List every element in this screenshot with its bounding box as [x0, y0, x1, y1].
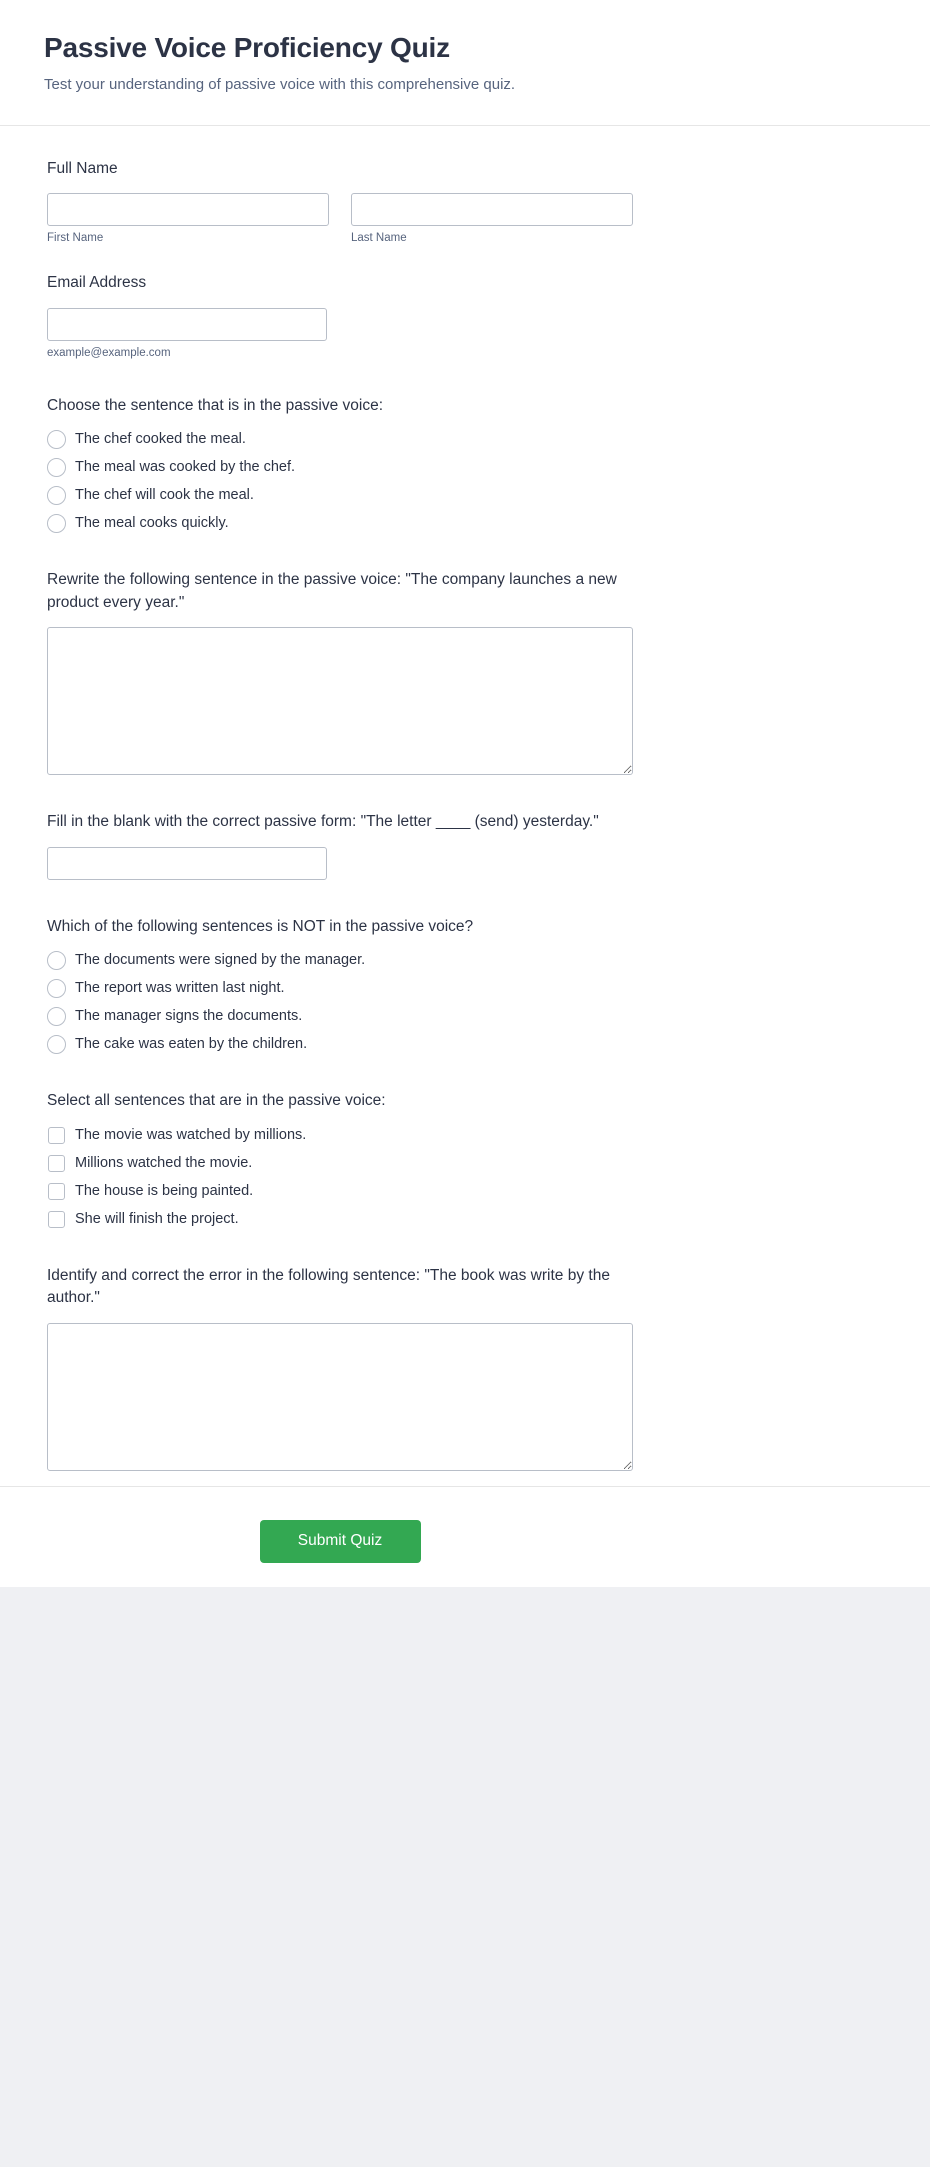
radio-button-icon[interactable]	[47, 514, 66, 533]
radio-option-label[interactable]: The chef cooked the meal.	[75, 431, 246, 448]
radio-option-label[interactable]: The meal cooks quickly.	[75, 515, 229, 532]
full-name-label: Full Name	[47, 160, 118, 177]
radio-option[interactable]	[47, 1007, 633, 1026]
name-inputs-row	[47, 193, 633, 244]
question-6-answer-textarea[interactable]	[47, 1323, 633, 1471]
radio-option[interactable]	[47, 430, 633, 449]
question-4-options	[47, 951, 633, 1054]
question-5-checkbox	[47, 1090, 633, 1228]
radio-option-label[interactable]: The manager signs the documents.	[75, 1008, 303, 1025]
radio-option[interactable]	[47, 979, 633, 998]
form-body	[0, 158, 930, 1471]
question-1-radio	[47, 395, 633, 533]
checkbox-icon[interactable]	[48, 1183, 65, 1200]
radio-option-label[interactable]: The chef will cook the meal.	[75, 487, 254, 504]
question-6-textarea	[47, 1265, 633, 1471]
question-6-label: Identify and correct the error in the following sentence: "The book was write by the author."	[47, 1266, 610, 1307]
first-name-column	[47, 193, 329, 244]
question-3-answer-input[interactable]	[47, 847, 327, 880]
radio-option-label[interactable]: The cake was eaten by the children.	[75, 1036, 308, 1053]
email-label: Email Address	[47, 274, 147, 292]
radio-button-icon[interactable]	[47, 979, 66, 998]
submit-row	[47, 1520, 633, 1587]
radio-option-label[interactable]: The report was written last night.	[75, 980, 285, 997]
radio-option-label[interactable]: The meal was cooked by the chef.	[75, 459, 296, 476]
question-5-label: Select all sentences that are in the passive voice:	[47, 1092, 386, 1110]
checkbox-option-label[interactable]: The house is being painted.	[75, 1182, 254, 1199]
last-name-input[interactable]	[351, 193, 633, 226]
email-input[interactable]	[47, 308, 327, 341]
radio-button-icon[interactable]	[47, 458, 66, 477]
radio-button-icon[interactable]	[47, 1007, 66, 1026]
radio-button-icon[interactable]	[47, 951, 66, 970]
radio-option[interactable]	[47, 486, 633, 505]
checkbox-option[interactable]	[47, 1182, 633, 1201]
submit-divider	[0, 1486, 930, 1487]
radio-option-label[interactable]: The documents were signed by the manager.	[75, 952, 366, 969]
form-title: Passive Voice Proficiency Quiz	[44, 32, 450, 63]
checkbox-option-label[interactable]: She will finish the project.	[75, 1210, 239, 1227]
question-3-label: Fill in the blank with the correct passive form: "The letter ____ (send) yesterday."	[47, 813, 599, 831]
radio-option[interactable]	[47, 514, 633, 533]
radio-option[interactable]	[47, 458, 633, 477]
question-2-textarea	[47, 569, 633, 775]
question-3-text	[47, 811, 633, 879]
checkbox-icon[interactable]	[48, 1211, 65, 1228]
form-subtitle: Test your understanding of passive voice with this comprehensive quiz.	[44, 76, 516, 93]
first-name-sublabel: First Name	[47, 232, 104, 245]
checkbox-option[interactable]	[47, 1210, 633, 1229]
question-1-label: Choose the sentence that is in the passive voice:	[47, 396, 384, 414]
question-4-label: Which of the following sentences is NOT in the passive voice?	[47, 917, 474, 935]
form-header	[0, 0, 930, 95]
email-field	[47, 272, 633, 358]
question-4-radio	[47, 916, 633, 1054]
checkbox-option-label[interactable]: The movie was watched by millions.	[75, 1126, 307, 1143]
checkbox-option-label[interactable]: Millions watched the movie.	[75, 1154, 253, 1171]
question-1-options	[47, 430, 633, 533]
radio-button-icon[interactable]	[47, 486, 66, 505]
checkbox-icon[interactable]	[48, 1127, 65, 1144]
question-2-answer-textarea[interactable]	[47, 627, 633, 775]
header-divider	[0, 125, 930, 126]
checkbox-icon[interactable]	[48, 1155, 65, 1172]
checkbox-option[interactable]	[47, 1154, 633, 1173]
full-name-field	[47, 158, 633, 244]
question-2-label: Rewrite the following sentence in the passive voice: "The company launches a new product every year."	[47, 571, 617, 611]
email-sublabel: example@example.com	[47, 346, 171, 359]
last-name-column	[351, 193, 633, 244]
radio-button-icon[interactable]	[47, 1035, 66, 1054]
checkbox-option[interactable]	[47, 1126, 633, 1145]
submit-button[interactable]: Submit Quiz	[260, 1520, 421, 1563]
first-name-input[interactable]	[47, 193, 329, 226]
radio-button-icon[interactable]	[47, 430, 66, 449]
last-name-sublabel: Last Name	[351, 232, 407, 245]
radio-option[interactable]	[47, 951, 633, 970]
question-5-options	[47, 1126, 633, 1229]
radio-option[interactable]	[47, 1035, 633, 1054]
